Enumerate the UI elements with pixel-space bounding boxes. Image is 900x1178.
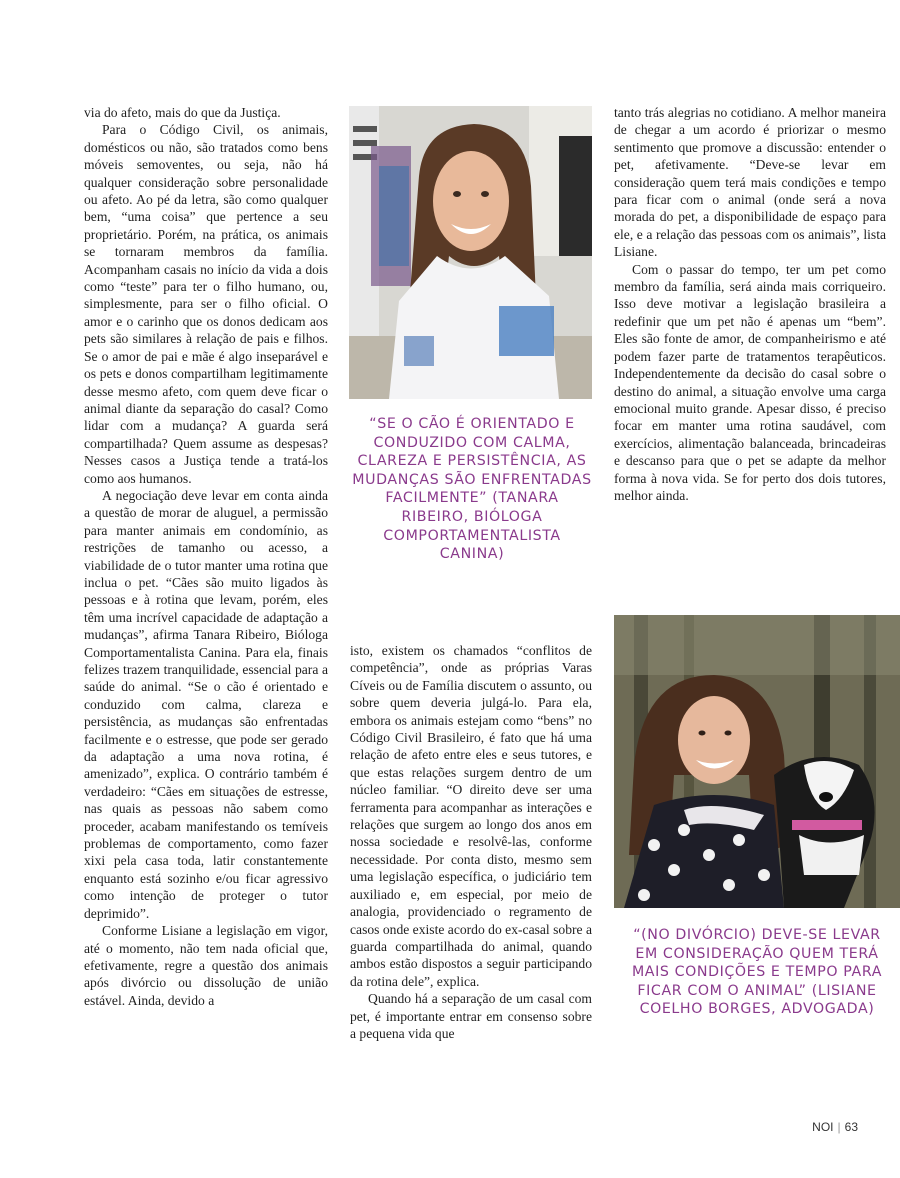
- photo-tanara-ribeiro: [349, 106, 592, 399]
- paragraph: via do afeto, mais do que da Justiça.: [84, 105, 281, 120]
- page-folio: [812, 1120, 858, 1134]
- page-number: 63: [844, 1120, 858, 1134]
- portrait-woman-illustration: [349, 106, 592, 399]
- folio-separator: |: [837, 1120, 841, 1134]
- paragraph: Com o passar do tempo, ter um pet como membro da família, será ainda mais corriqueiro. Isso deve motivar a legislação brasileira a redefinir que um pet não é apenas um “bem”. Eles são fonte de amor, de companheirismo e até podem fazer parte de tratamentos terapêuticos. Independentemente da decisão do casal sobre o destino do animal, a situação envolve uma carga emocional muito grande. Apesar disso, é preciso focar em manter uma rotina saudável, com exercícios, alimentação balanceada, brincadeiras e descanso para que o pet se adapte da melhor forma à nova vida. Se for perto dos dois tutores, melhor ainda.: [614, 261, 886, 503]
- article-column-3: [614, 104, 886, 504]
- article-column-2: [350, 642, 592, 1042]
- paragraph: Quando há a separação de um casal com pet, é importante entrar em consenso sobre a pequena vida que: [350, 991, 592, 1041]
- paragraph: Para o Código Civil, os animais, domésticos ou não, são tratados como bens móveis semoventes, ou seja, não há qualquer consideração sobre personalidade ou afeto. Ao pé da letra, são como qualquer bem, “uma coisa” que pertence a seu proprietário. Porém, na prática, os animais se tornaram membros da família. Acompanham casais no início da vida a dois como “teste” para ter o filho humano, ou, simplesmente, para ser o filho oficial. O amor e o carinho que os donos dedicam aos pets são similares à relação de pais e filhos. Se o amor de pai e mãe é algo inseparável e os pets e donos compartilham legitimamente desse mesmo afeto, com quem deve ficar o animal diante da separação do casal? Como lidar com a mudança? A guarda será compartilhada? Quem assume as despesas? Nesses casos a Justiça tende a tratá-los como aos humanos.: [84, 122, 328, 486]
- paragraph: Conforme Lisiane a legislação em vigor, até o momento, não tem nada oficial que, efetivamente, regre a questão dos animais após divórcio ou dissolução de união estável. Ainda, devido a: [84, 923, 328, 1008]
- photo-lisiane-with-dog: [614, 615, 900, 908]
- paragraph: isto, existem os chamados “conflitos de competência”, onde as próprias Varas Cíveis ou de Família discutem o assunto, ou sobre quem deveria julgá-lo. Para ela, embora os animais estejam como “bens” no Código Civil Brasileiro, é fato que há uma relação de afeto entre eles e seus tutores, e que estas relações surgem dentro de um núcleo familiar. “O direito deve ser uma ferramenta para acompanhar as interações e relações que surgem ao longo dos anos em nossa sociedade e resolvê-las, conforme necessidade. Por conta disto, mesmo sem uma legislação específica, o judiciário tem auxiliado e, em especial, por meio de analogia, providenciado o regramento de casos onde existe acordo do ex-casal sobre a guarda compartilhada do animal, quando ambos estão dispostos a seguir participando da rotina dele”, explica.: [350, 643, 592, 989]
- magazine-name: NOI: [812, 1120, 834, 1134]
- portrait-woman-dog-illustration: [614, 615, 900, 908]
- pull-quote-lisiane: “(NO DIVÓRCIO) DEVE-SE LEVAR EM CONSIDERAÇÃO QUEM TERÁ MAIS CONDIÇÕES E TEMPO PARA FICAR COM O ANIMAL” (LISIANE COELHO BORGES, ADVOGADA): [631, 927, 883, 1018]
- article-column-1: [84, 104, 328, 1009]
- paragraph: A negociação deve levar em conta ainda a questão de morar de aluguel, a permissão para manter animais em condomínio, as restrições de tamanho ou acesso, a viabilidade de o tutor manter uma rotina que inclua o pet. “Cães são muito ligados às pessoas e à rotina que levam, porém, eles têm uma incrível capacidade de adaptação a mudanças”, afirma Tanara Ribeiro, Bióloga Comportamentalista Canina. Para ela, finais felizes trazem tranquilidade, essencial para a saúde do animal. “Se o cão é orientado e conduzido com calma, clareza e persistência, as mudanças são enfrentadas facilmente e o estresse, que pode ser gerado da adaptação a uma nova rotina, é amenizado”, explica. O contrário também é verdadeiro: “Cães em situações de estresse, nas quais as pessoas não sabem como proceder, acabam manifestando os temíveis problemas de comportamento, como fazer xixi pela casa toda, latir constantemente enquanto está sozinho e/ou ficar agressivo como intenção de proteger o tutor deprimido”.: [84, 487, 328, 921]
- paragraph: tanto trás alegrias no cotidiano. A melhor maneira de chegar a um acordo é priorizar o mesmo sentimento que promove a discussão: entender o pet, afetivamente. “Deve-se levar em consideração quem terá mais condições e tempo para ficar com o animal (onde será a nova morada do pet, a disponibilidade de espaço para ele, e a relação das pessoas com os animais”, lista Lisiane.: [614, 105, 886, 260]
- pull-quote-tanara: “SE O CÃO É ORIENTADO E CONDUZIDO COM CALMA, CLAREZA E PERSISTÊNCIA, AS MUDANÇAS SÃO ENFRENTADAS FACILMENTE” (TANARA RIBEIRO, BIÓLOGA COMPORTAMENTALISTA CANINA): [352, 416, 592, 563]
